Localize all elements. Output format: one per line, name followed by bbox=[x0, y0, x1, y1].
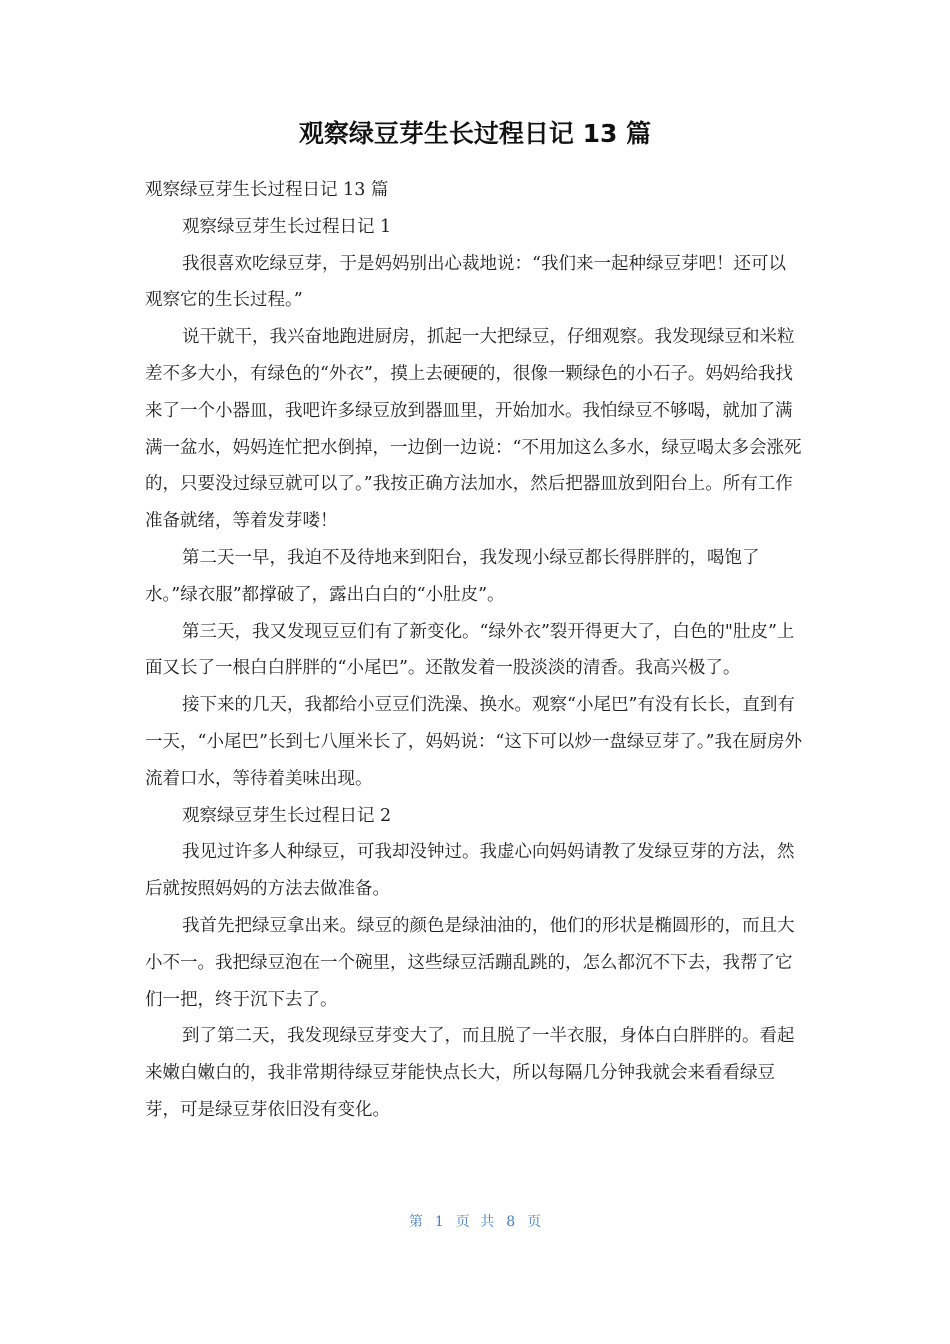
body-paragraph: 接下来的几天，我都给小豆豆们洗澡、换水。观察“小尾巴”有没有长长，直到有一天，“小尾巴”长到七八厘米长了，妈妈说：“这下可以炒一盘绿豆芽了。”我在厨房外流着口水，等待着美味出现。 bbox=[145, 695, 803, 789]
document-body bbox=[145, 172, 803, 1129]
page-label-middle: 页 共 bbox=[455, 1214, 495, 1230]
body-paragraph: 说干就干，我兴奋地跑进厨房，抓起一大把绿豆，仔细观察。我发现绿豆和米粒差不多大小，有绿色的“外衣”，摸上去硬硬的，很像一颗绿色的小石子。妈妈给我找来了一个小器皿，我吧许多绿豆放到器皿里，开始加水。我怕绿豆不够喝，就加了满满一盆水，妈妈连忙把水倒掉，一边倒一边说：“不用加这么多水，绿豆喝太多会涨死的，只要没过绿豆就可以了。”我按正确方法加水，然后把器皿放到阳台上。所有工作准备就绪，等着发芽喽！ bbox=[145, 327, 802, 532]
current-page-number: 1 bbox=[434, 1214, 444, 1230]
page-label-prefix: 第 bbox=[408, 1214, 423, 1230]
body-paragraph: 我首先把绿豆拿出来。绿豆的颜色是绿油油的，他们的形状是椭圆形的，而且大小不一。我把绿豆泡在一个碗里，这些绿豆活蹦乱跳的，怎么都沉不下去，我帮了它们一把，终于沉下去了。 bbox=[145, 915, 795, 1010]
body-paragraph: 我见过许多人种绿豆，可我却没钟过。我虚心向妈妈请教了发绿豆芽的方法，然后就按照妈妈的方法去做准备。 bbox=[145, 842, 795, 900]
total-pages-number: 8 bbox=[506, 1214, 516, 1230]
body-paragraph: 第二天一早，我迫不及待地来到阳台，我发现小绿豆都长得胖胖的，喝饱了水。”绿衣服”都撑破了，露出白白的“小肚皮”。 bbox=[145, 547, 760, 605]
document-title: 观察绿豆芽生长过程日记 13 篇 bbox=[298, 119, 652, 148]
body-paragraph: 第三天，我又发现豆豆们有了新变化。“绿外衣”裂开得更大了，白色的"肚皮”上面又长了一根白白胖胖的“小尾巴”。还散发着一股淡淡的清香。我高兴极了。 bbox=[145, 621, 795, 679]
body-paragraph: 到了第二天，我发现绿豆芽变大了，而且脱了一半衣服，身体白白胖胖的。看起来嫩白嫩白的，我非常期待绿豆芽能快点长大，所以每隔几分钟我就会来看看绿豆芽，可是绿豆芽依旧没有变化。 bbox=[145, 1026, 795, 1120]
subtitle-paragraph: 观察绿豆芽生长过程日记 13 篇 bbox=[145, 180, 389, 200]
section-heading-2: 观察绿豆芽生长过程日记 2 bbox=[182, 805, 392, 826]
page-label-suffix: 页 bbox=[527, 1214, 542, 1230]
page-footer bbox=[0, 1210, 950, 1234]
section-heading-1: 观察绿豆芽生长过程日记 1 bbox=[182, 216, 392, 237]
body-paragraph: 我很喜欢吃绿豆芽，于是妈妈别出心裁地说：“我们来一起种绿豆芽吧！还可以观察它的生长过程。” bbox=[145, 253, 786, 311]
